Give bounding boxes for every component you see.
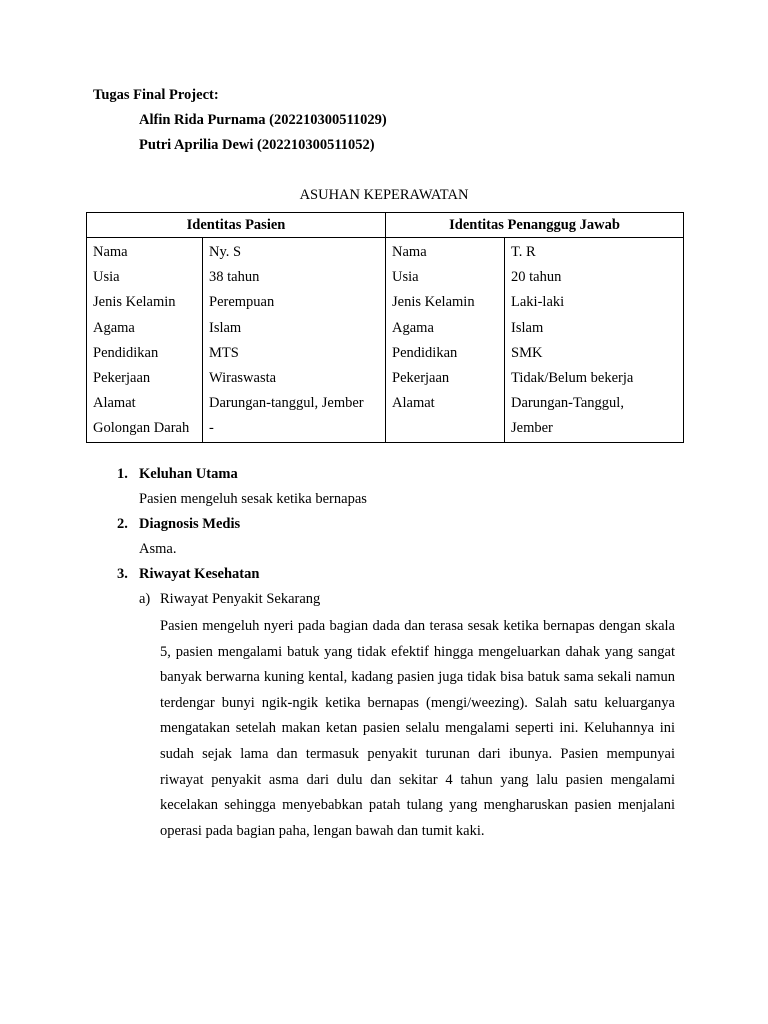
guardian-label: Nama xyxy=(392,244,427,260)
identity-table xyxy=(86,212,684,443)
guardian-value: Darungan-Tanggul, xyxy=(511,395,624,412)
guardian-identity-header: Identitas Penanggug Jawab xyxy=(386,213,684,238)
subsection-title: Riwayat Penyakit Sekarang xyxy=(160,591,321,607)
author-1: Alfin Rida Purnama (202210300511029) xyxy=(139,112,387,128)
guardian-label: Pendidikan xyxy=(392,344,458,361)
subsection-label: a) xyxy=(139,591,151,607)
guardian-value: 20 tahun xyxy=(511,269,562,286)
patient-label: Jenis Kelamin xyxy=(93,294,176,311)
document-title: ASUHAN KEPERAWATAN xyxy=(299,187,469,203)
guardian-value: Laki-laki xyxy=(511,294,565,311)
patient-value: Ny. S xyxy=(209,244,242,260)
section-title: Diagnosis Medis xyxy=(139,516,241,532)
patient-identity-header: Identitas Pasien xyxy=(87,213,386,238)
header-title: Tugas Final Project: xyxy=(93,87,219,103)
guardian-value: SMK xyxy=(511,344,543,361)
patient-value: MTS xyxy=(209,344,239,361)
guardian-values-column xyxy=(505,238,684,443)
section-number: 3. xyxy=(117,566,128,582)
guardian-label: Pekerjaan xyxy=(392,369,450,386)
patient-label: Pendidikan xyxy=(93,344,159,361)
guardian-label: Alamat xyxy=(392,395,435,412)
section-text: Pasien mengeluh sesak ketika bernapas xyxy=(139,491,367,507)
guardian-value: Tidak/Belum bekerja xyxy=(511,369,634,386)
patient-label: Usia xyxy=(93,269,120,286)
guardian-label: Jenis Kelamin xyxy=(392,294,475,311)
patient-label: Golongan Darah xyxy=(93,420,190,437)
section-number: 1. xyxy=(117,466,128,482)
guardian-label: Usia xyxy=(392,269,419,286)
patient-label: Pekerjaan xyxy=(93,369,151,386)
patient-label: Agama xyxy=(93,319,135,336)
section-number: 2. xyxy=(117,516,128,532)
guardian-value: Islam xyxy=(511,319,544,336)
patient-values-column xyxy=(203,238,386,443)
author-2: Putri Aprilia Dewi (202210300511052) xyxy=(139,137,375,153)
patient-label: Alamat xyxy=(93,395,136,412)
history-paragraph: Pasien mengeluh nyeri pada bagian dada dan terasa sesak ketika bernapas dengan skala 5, pasien mengalami batuk yang tidak efektif hingga mengeluarkan dahak yang sangat banyak berwarna kuning kental, kadang pasien juga tidak bisa batuk sama sekali namun terdengar bunyi ngik-ngik ketika bernapas (mengi/weezing). Salah satu keluarganya mengatakan setelah makan ketan pasien selalu mengalami seperti ini. Keluhannya ini sudah sejak lama dan termasuk penyakit turunan dari ibunya. Pasien mempunyai riwayat penyakit asma dari dulu dan sekitar 4 tahun yang lalu pasien mengalami kecelakan sehingga menyebabkan patah tulang yang mengharuskan pasien menjalani operasi pada bagian paha, lengan bawah dan tumit kaki. xyxy=(160,618,675,839)
section-text: Asma. xyxy=(139,541,177,557)
patient-value: 38 tahun xyxy=(209,269,260,286)
patient-value: Darungan-tanggul, Jember xyxy=(209,395,364,412)
section-title: Keluhan Utama xyxy=(139,466,238,482)
patient-value: Wiraswasta xyxy=(209,369,277,386)
patient-label: Nama xyxy=(93,244,128,260)
patient-value: - xyxy=(209,420,214,437)
patient-labels-column xyxy=(87,238,203,443)
guardian-value: T. R xyxy=(511,244,536,260)
guardian-labels-column xyxy=(386,238,505,443)
patient-value: Islam xyxy=(209,319,242,336)
patient-value: Perempuan xyxy=(209,294,275,311)
section-title: Riwayat Kesehatan xyxy=(139,566,260,582)
guardian-label: Agama xyxy=(392,319,434,336)
guardian-value: Jember xyxy=(511,420,553,437)
